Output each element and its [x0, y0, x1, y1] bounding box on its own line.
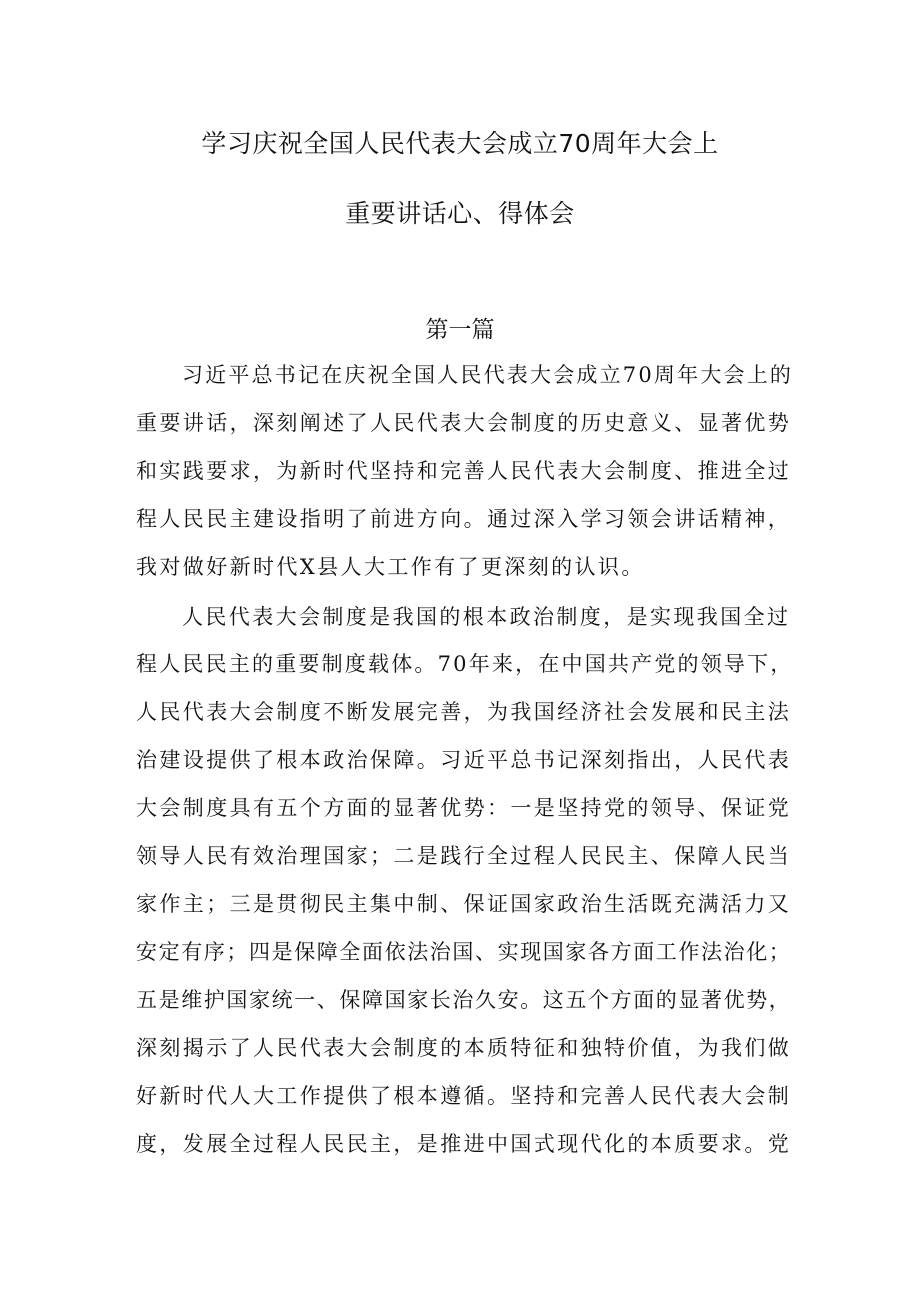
paragraph-1-line: 重要讲话，深刻阐述了人民代表大会制度的历史意义、显著优势	[136, 411, 792, 435]
section-heading: 第一篇	[425, 317, 495, 343]
paragraph-2-line: 家作主；三是贯彻民主集中制、保证国家政治生活既充满活力又	[136, 892, 792, 916]
paragraph-1-line: 和实践要求，为新时代坚持和完善人民代表大会制度、推进全过	[136, 459, 792, 483]
paragraph-1-line: 习近平总书记在庆祝全国人民代表大会成立70周年大会上的	[182, 363, 794, 387]
paragraph-2-line: 安定有序；四是保障全面依法治国、实现国家各方面工作法治化；	[136, 940, 792, 964]
paragraph-2-line: 五是维护国家统一、保障国家长治久安。这五个方面的显著优势，	[136, 988, 792, 1012]
paragraph-2-line: 治建设提供了根本政治保障。习近平总书记深刻指出，人民代表	[136, 748, 792, 772]
paragraph-1-line: 我对做好新时代X县人大工作有了更深刻的认识。	[136, 555, 645, 579]
paragraph-2-line: 人民代表大会制度不断发展完善，为我国经济社会发展和民主法	[136, 700, 792, 724]
paragraph-2-line: 好新时代人大工作提供了根本遵循。坚持和完善人民代表大会制	[136, 1084, 792, 1108]
paragraph-1-line: 程人民民主建设指明了前进方向。通过深入学习领会讲话精神，	[136, 507, 792, 531]
paragraph-2-line: 程人民民主的重要制度载体。70年来，在中国共产党的领导下，	[136, 652, 794, 676]
paragraph-2-line: 度，发展全过程人民民主，是推进中国式现代化的本质要求。党	[136, 1132, 792, 1156]
paragraph-2-line: 人民代表大会制度是我国的根本政治制度，是实现我国全过	[182, 605, 791, 629]
paragraph-2-line: 领导人民有效治理国家；二是践行全过程人民民主、保障人民当	[136, 844, 792, 868]
paragraph-2-line: 大会制度具有五个方面的显著优势：一是坚持党的领导、保证党	[136, 796, 792, 820]
document-title-line-1: 学习庆祝全国人民代表大会成立70周年大会上	[201, 129, 719, 158]
document-title-line-2: 重要讲话心、得体会	[345, 199, 575, 228]
paragraph-2-line: 深刻揭示了人民代表大会制度的本质特征和独特价值，为我们做	[136, 1036, 792, 1060]
